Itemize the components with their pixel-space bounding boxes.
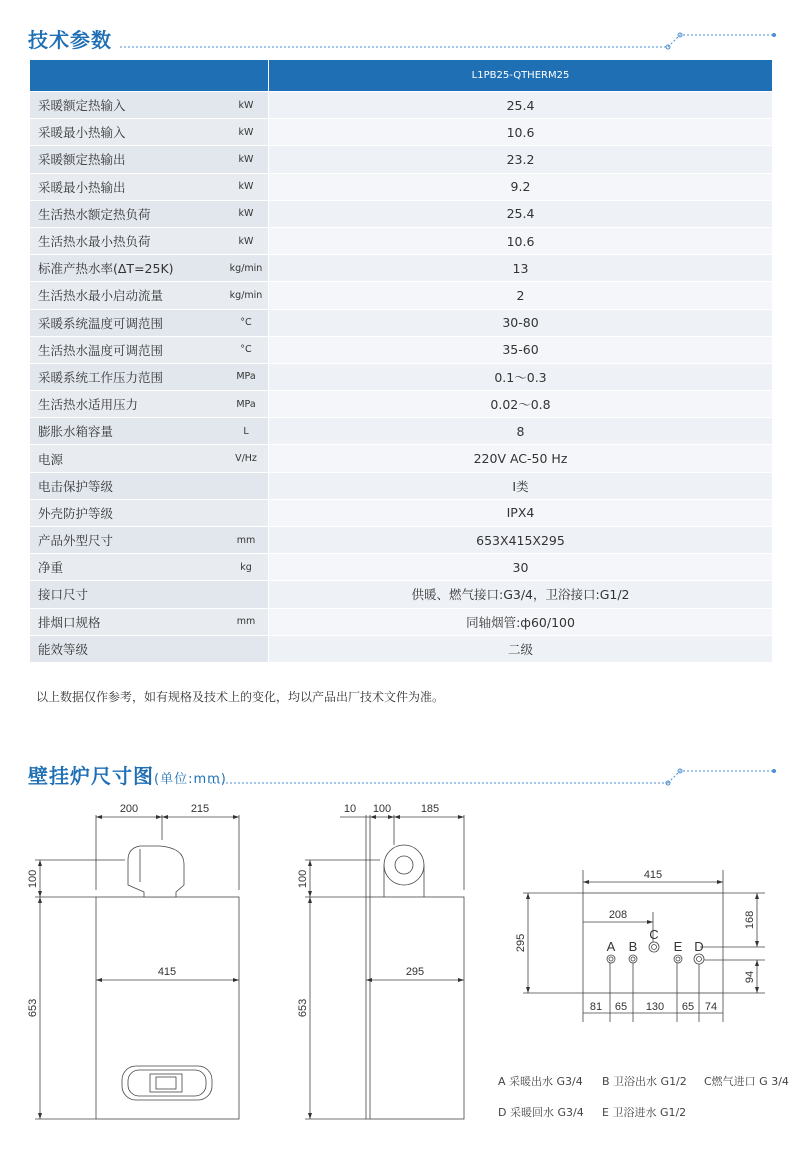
dim-gap-2: 65 xyxy=(614,1001,628,1013)
spec-unit: °C xyxy=(228,309,269,336)
spec-value: 9.2 xyxy=(269,173,773,200)
spec-value: 供暖、燃气接口:G3/4，卫浴接口:G1/2 xyxy=(269,581,773,608)
connector-c xyxy=(649,942,659,952)
spec-name: 生活热水额定热负荷 xyxy=(30,200,228,227)
dim-side-left-top: 100 xyxy=(297,869,309,889)
connector-label-a: A xyxy=(606,939,616,954)
spec-name: 采暖额定热输入 xyxy=(30,92,228,119)
spec-name: 生活热水温度可调范围 xyxy=(30,336,228,363)
spec-unit: kW xyxy=(228,119,269,146)
spec-unit: kW xyxy=(228,173,269,200)
spec-value: 13 xyxy=(269,255,773,282)
dim-front-top-left: 200 xyxy=(119,803,139,815)
connector-a xyxy=(607,955,615,963)
spec-name: 生活热水最小启动流量 xyxy=(30,282,228,309)
spec-unit: mm xyxy=(228,608,269,635)
spec-name: 净重 xyxy=(30,554,228,581)
spec-value: 30 xyxy=(269,554,773,581)
spec-value: 25.4 xyxy=(269,92,773,119)
spec-name: 采暖额定热输出 xyxy=(30,146,228,173)
spec-value: 二级 xyxy=(269,635,773,662)
spec-name: 采暖最小热输出 xyxy=(30,173,228,200)
dim-title-text: 壁挂炉尺寸图 xyxy=(28,764,154,788)
spec-section-title: 技术参数 xyxy=(28,28,112,52)
spec-name: 外壳防护等级 xyxy=(30,499,228,526)
spec-name: 接口尺寸 xyxy=(30,581,228,608)
dim-bottom-width: 415 xyxy=(643,869,663,881)
disclaimer-note: 以上数据仅作参考，如有规格及技术上的变化，均以产品出厂技术文件为准。 xyxy=(36,690,445,704)
connector-label-e: E xyxy=(673,939,683,954)
dim-side-left-body: 653 xyxy=(297,998,309,1018)
spec-value: 0.1～0.3 xyxy=(269,363,773,390)
dim-bottom-depth: 295 xyxy=(515,933,527,953)
flue-pipe-side xyxy=(384,845,424,885)
connector-e xyxy=(674,955,682,963)
spec-value: 同轴烟管:ф60/100 xyxy=(269,608,773,635)
spec-name: 采暖系统工作压力范围 xyxy=(30,363,228,390)
spec-value: I类 xyxy=(269,472,773,499)
connector-label-b: B xyxy=(628,939,638,954)
spec-unit: kW xyxy=(228,92,269,119)
dim-bottom-right-bottom: 94 xyxy=(744,970,756,984)
spec-name: 膨胀水箱容量 xyxy=(30,418,228,445)
spec-value: 2 xyxy=(269,282,773,309)
side-view xyxy=(305,815,464,1119)
model-header: L1PB25-QTHERM25 xyxy=(269,60,773,92)
legend-d: D 采暖回水 G3/4 xyxy=(498,1106,584,1119)
spec-unit: kg/min xyxy=(228,255,269,282)
dim-front-top-right: 215 xyxy=(190,803,210,815)
spec-name: 能效等级 xyxy=(30,635,228,662)
dim-side-top-a: 10 xyxy=(343,803,357,815)
dim-front-width: 415 xyxy=(157,966,177,978)
spec-name: 标准产热水率(ΔT=25K) xyxy=(30,255,228,282)
spec-unit: L xyxy=(228,418,269,445)
spec-name: 生活热水适用压力 xyxy=(30,391,228,418)
spec-name: 采暖系统温度可调范围 xyxy=(30,309,228,336)
spec-unit: kg/min xyxy=(228,282,269,309)
dim-gap-3: 130 xyxy=(645,1001,665,1013)
bottom-view xyxy=(523,870,765,1022)
side-body xyxy=(366,897,464,1119)
spec-unit: mm xyxy=(228,527,269,554)
connector-b xyxy=(629,955,637,963)
flue-pipe-front xyxy=(128,846,184,897)
front-view xyxy=(35,815,239,1119)
legend-b: B 卫浴出水 G1/2 xyxy=(602,1075,687,1088)
dim-front-left-body: 653 xyxy=(27,998,39,1018)
dim-side-depth: 295 xyxy=(405,966,425,978)
legend-a: A 采暖出水 G3/4 xyxy=(498,1075,583,1088)
spec-value: 8 xyxy=(269,418,773,445)
spec-name: 排烟口规格 xyxy=(30,608,228,635)
dim-gap-5: 74 xyxy=(704,1001,718,1013)
spec-value: 220V AC-50 Hz xyxy=(269,445,773,472)
spec-name: 生活热水最小热负荷 xyxy=(30,227,228,254)
spec-unit: kW xyxy=(228,227,269,254)
dim-bottom-right-top: 168 xyxy=(744,910,756,930)
dim-side-top-c: 185 xyxy=(420,803,440,815)
spec-name: 产品外型尺寸 xyxy=(30,527,228,554)
spec-value: 653X415X295 xyxy=(269,527,773,554)
spec-value: 10.6 xyxy=(269,227,773,254)
spec-value: 0.02～0.8 xyxy=(269,391,773,418)
legend-e: E 卫浴进水 G1/2 xyxy=(602,1106,687,1119)
spec-value: 35-60 xyxy=(269,336,773,363)
spec-name: 电击保护等级 xyxy=(30,472,228,499)
spec-unit: kW xyxy=(228,200,269,227)
spec-unit: kg xyxy=(228,554,269,581)
dim-front-left-top: 100 xyxy=(27,869,39,889)
spec-unit: kW xyxy=(228,146,269,173)
spec-name: 采暖最小热输入 xyxy=(30,119,228,146)
control-panel xyxy=(122,1066,212,1100)
dim-gap-1: 81 xyxy=(589,1001,603,1013)
dim-title-unit: (单位:mm) xyxy=(154,772,227,787)
spec-unit: MPa xyxy=(228,363,269,390)
spec-unit: MPa xyxy=(228,391,269,418)
spec-name: 电源 xyxy=(30,445,228,472)
connector-d xyxy=(694,954,704,964)
dim-gap-4: 65 xyxy=(681,1001,695,1013)
spec-value: 10.6 xyxy=(269,119,773,146)
connector-label-d: D xyxy=(694,939,704,954)
spec-value: 30-80 xyxy=(269,309,773,336)
connector-label-c: C xyxy=(649,927,659,942)
spec-unit: V/Hz xyxy=(228,445,269,472)
dim-side-top-b: 100 xyxy=(372,803,392,815)
spec-value: 23.2 xyxy=(269,146,773,173)
spec-unit: °C xyxy=(228,336,269,363)
spec-value: IPX4 xyxy=(269,499,773,526)
legend-c: C燃气进口 G 3/4 xyxy=(704,1075,789,1088)
dim-bottom-offset-c: 208 xyxy=(608,909,628,921)
spec-value: 25.4 xyxy=(269,200,773,227)
